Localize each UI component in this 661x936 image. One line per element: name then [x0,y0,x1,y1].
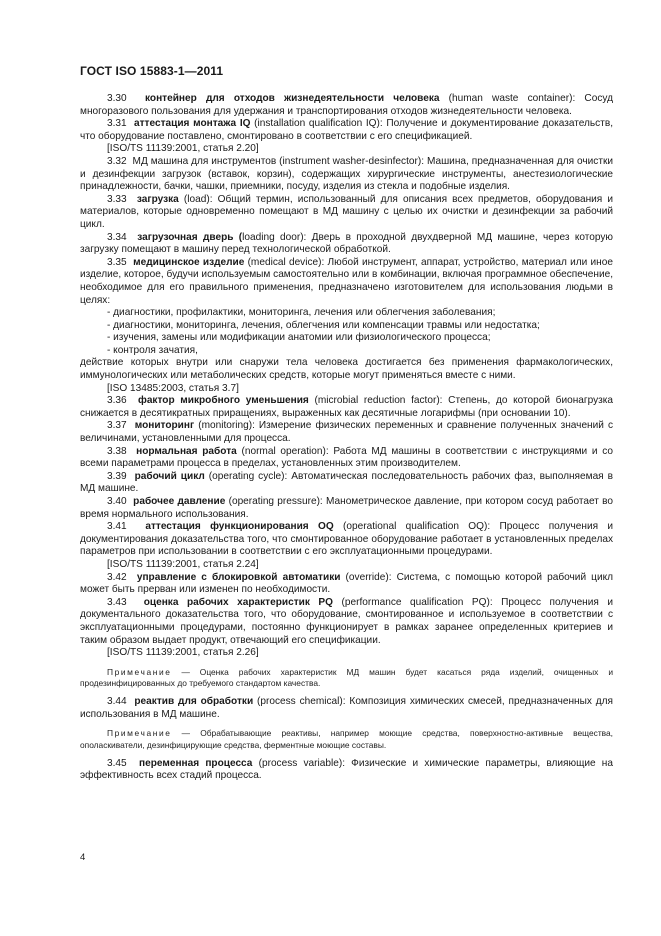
definition-entry [80,194,613,232]
page-number: 4 [80,852,86,863]
definition-entry [80,696,613,721]
source-reference: [ISO 13485:2003, статья 3.7] [107,382,239,394]
entry-definition: (process variable): Физические и химические параметры, влияющие на эффективность всех стадий процесса. [80,757,613,782]
entry-number: 3.31 [107,118,127,130]
entry-term: медицинское изделие [133,256,245,268]
definition-entry [80,257,613,307]
entry-term: мониторинг [134,420,195,432]
list-item: - диагностики, мониторинга, лечения, облегчения или компенсации травмы или недостатка; [107,319,540,331]
note-text: — Оценка рабочих характеристик МД машин будет касаться ряда изделий, очищенных и продезинфицированных до требуемого стандартом качества. [80,666,613,688]
list-item: - изучения, замены или модификации анатомии или физиологического процесса; [107,332,491,344]
definition-entry [80,471,613,496]
entry-number: 3.34 [107,231,127,243]
entry-definition: (operational qualification OQ): Процесс получения и документирования доказательства того, что смонтированное оборудование работает в установленных пределах параметров при использовании в соответствии с его эксплуатационными процедурами. [80,521,614,558]
entry-definition: loading door): Дверь в проходной двухдверной МД машине, через которую загрузку помещают в машину перед технологической обработкой. [80,231,613,256]
entry-term: оценка рабочих характеристик PQ [143,596,333,608]
entry-definition: (human waste container): Сосуд многоразового пользования для удержания и транспортирования отходов жизнедеятельности человека. [80,93,613,117]
document-body [80,93,613,783]
entry-number: 3.39 [107,470,127,482]
note-label: Примечание [107,666,172,677]
entry-number: 3.32 [107,155,127,167]
entry-term: рабочее давление [133,496,226,507]
definition-entry [80,597,613,647]
definition-entry [80,496,613,521]
definition-entry [80,420,613,445]
entry-number: 3.36 [107,395,127,407]
entry-definition: (override): Система, с помощью которой рабочий цикл может быть прерван или изменен по необходимости. [80,571,614,596]
entry-continuation: действие которых внутри или снаружи тела человека достигается без применения фармакологических, иммунологических или метаболических средств, которые могут применяться вместе с ними. [80,357,613,382]
entry-definition: (operating cycle): Автоматическая последовательность рабочих фаз, выполняемая в МД машине. [80,470,613,495]
document-header: ГОСТ ISO 15883-1—2011 [80,64,224,78]
definition-entry [80,93,613,118]
entry-definition: МД машина для инструментов (instrument washer-desinfector): Машина, предназначенная для очистки и дезинфекции загрузок (вставок, корзин), содержащих хирургические инструменты, анестезиологические принадлежности, бачки, чашки, приемники, посуду, изделия из стекла и подобные изделия. [80,155,614,193]
entry-number: 3.33 [107,193,127,205]
note [80,667,613,689]
entry-definition: (medical device): Любой инструмент, аппарат, устройство, материал или иное изделие, которое, будучи используемым самостоятельно или в комбинации, включая программное обеспечение, необходимое для его правильного применения, предназначено изготовителем для использования людьми в целях: [80,256,613,306]
entry-number: 3.41 [107,521,127,533]
entry-term: загрузка [136,193,179,205]
definition-entry [80,156,613,194]
entry-number: 3.42 [107,571,127,583]
note [80,728,613,750]
entry-number: 3.35 [107,256,127,268]
entry-term: контейнер для отходов жизнедеятельности человека [144,93,440,104]
entry-definition: (performance qualification PQ): Процесс получения и документального доказательства того, что оборудование, смонтированное и используемое в соответствии с эксплуатационными процедурами, постоянно функционирует в рамках заранее определенных критериев и таким образом выдает продукт, отвечающий его спецификации. [80,596,614,646]
entry-definition: (load): Общий термин, использованный для описания всех предметов, оборудования и материалов, которые одновременно помещают в МД машину с целью их очистки и дезинфекции за рабочий цикл. [80,193,614,230]
purpose-list [80,307,613,357]
definition-entry [80,118,613,143]
entry-definition: (installation qualification IQ): Получение и документирование доказательств, что оборудование поставлено, смонтировано в соответствии с его спецификацией. [80,118,613,142]
entry-definition: (process chemical): Композиция химических смесей, предназначенных для использования в МД машине. [80,696,614,720]
entry-term: аттестация функционирования OQ [145,521,334,533]
entry-number: 3.40 [107,496,127,507]
note-label: Примечание [107,728,172,739]
definition-entry [80,232,613,257]
definition-entry [80,521,613,559]
entry-number: 3.44 [107,696,127,708]
entry-definition: (monitoring): Измерение физических переменных и сравнение полученных значений с величинами, установленными для процесса. [80,420,613,445]
source-reference: [ISO/TS 11139:2001, статья 2.26] [107,647,259,659]
list-item: - диагностики, профилактики, мониторинга, лечения или облегчения заболевания; [107,307,496,319]
entry-term: фактор микробного уменьшения [137,395,309,407]
entry-definition: (microbial reduction factor): Степень, до которой бионагрузка снижается в десятикратных приращениях, выраженных как десятичные логарифмы (при основании 10). [80,395,614,419]
entry-definition: (operating pressure): Манометрическое давление, при котором сосуд работает во время нормального использования. [80,496,613,520]
definition-entry [80,446,613,471]
entry-number: 3.45 [107,757,127,769]
entry-term: рабочий цикл [134,470,205,482]
entry-term: переменная процесса [139,757,253,769]
definition-entry [80,758,613,783]
entry-term: аттестация монтажа IQ [134,118,251,130]
entry-number: 3.43 [107,596,127,608]
note-text: — Обрабатывающие реактивы, например моющие средства, поверхностно-активные вещества, ополаскиватели, дезинфицирующие средства, ферментные моющие составы. [80,728,613,750]
definition-entry [80,572,613,597]
entry-term: реактив для обработки [134,696,254,708]
entry-term: нормальная работа [136,445,237,457]
source-reference: [ISO/TS 11139:2001, статья 2.20] [107,143,259,155]
definition-entry [80,395,613,420]
entry-number: 3.38 [107,445,127,457]
entry-number: 3.30 [107,93,127,104]
entry-number: 3.37 [107,420,127,432]
source-reference: [ISO/TS 11139:2001, статья 2.24] [107,558,259,570]
list-item: - контроля зачатия, [107,344,198,356]
entry-definition: (normal operation): Работа МД машины в соответствии с инструкциями и со всеми параметрами процесса в пределах, установленных этим производителем. [80,445,614,470]
entry-term: загрузочная дверь ( [137,231,243,243]
entry-term: управление с блокировкой автоматики [136,571,341,583]
